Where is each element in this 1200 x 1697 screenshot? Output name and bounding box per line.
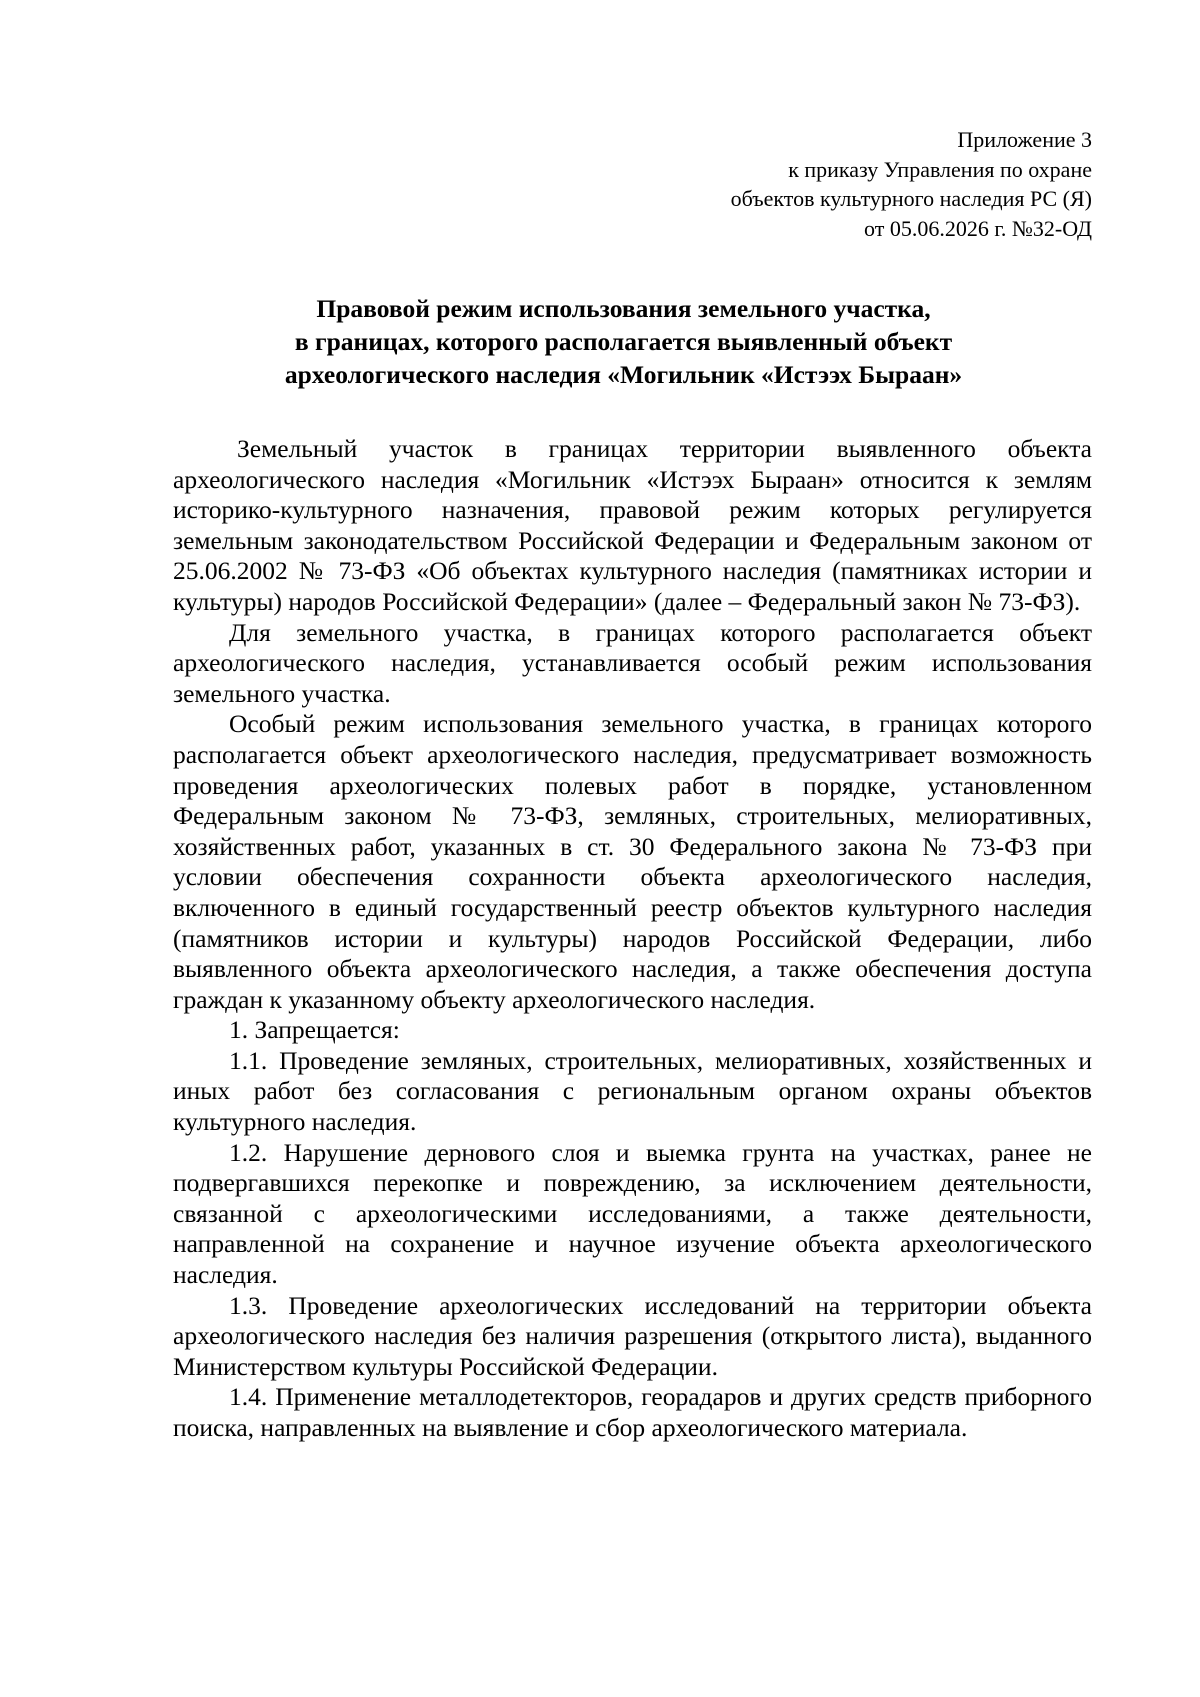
title-line-3: археологического наследия «Могильник «Истээх Быраан» [284, 360, 963, 389]
title-line-1: Правовой режим использования земельного участка, [316, 294, 931, 323]
paragraph-item-1-2: 1.2. Нарушение дернового слоя и выемка грунта на участках, ранее не подвергавшихся перекопке и повреждению, за исключением деятельности, связанной с археологическими исследованиями, а также деятельности, направленной на сохранение и научное изучение объекта археологического наследия. [173, 1137, 1092, 1290]
title-line-2: в границах, которого располагается выявленный объект [294, 327, 953, 356]
paragraph-regime-details: Особый режим использования земельного участка, в границах которого располагается объект археологического наследия, предусматривает возможность проведения археологических полевых работ в порядке, установленном Федеральным законом № 73-ФЗ, земляных, строительных, мелиоративных, хозяйственных работ, указанных в ст. 30 Федерального закона № 73-ФЗ при условии обеспечения сохранности объекта археологического наследия, включенного в единый государственный реестр объектов культурного наследия (памятников истории и культуры) народов Российской Федерации, либо выявленного объекта археологического наследия, а также обеспечения доступа граждан к указанному объекту археологического наследия. [173, 709, 1092, 1014]
paragraph-land-category: Земельный участок в границах территории выявленного объекта археологического наследия «Могильник «Истээх Быраан» относится к землям историко-культурного назначения, правовой режим которых регулируется земельным законодательством Российской Федерации и Федеральным законом от 25.06.2002 № 73-ФЗ «Об объектах культурного наследия (памятниках истории и культуры) народов Российской Федерации» (далее – Федеральный закон № 73-ФЗ). [173, 434, 1092, 616]
appendix-order-date: от 05.06.2026 г. №32-ОД [864, 215, 1092, 241]
appendix-organization: объектов культурного наследия РС (Я) [730, 186, 1092, 211]
appendix-order-ref: к приказу Управления по охране [788, 156, 1092, 182]
document-body [173, 434, 1092, 1444]
paragraph-special-regime: Для земельного участка, в границах которого располагается объект археологического наследия, устанавливается особый режим использования земельного участка. [173, 617, 1092, 708]
paragraph-prohibited-heading: 1. Запрещается: [229, 1015, 400, 1045]
appendix-number: Приложение 3 [957, 127, 1092, 152]
paragraph-item-1-4: 1.4. Применение металлодетекторов, георадаров и других средств приборного поиска, направленных на выявление и сбор археологического материала. [173, 1382, 1092, 1442]
appendix-block [173, 125, 1092, 243]
document-title [173, 292, 1092, 391]
paragraph-item-1-3: 1.3. Проведение археологических исследований на территории объекта археологического наследия без наличия разрешения (открытого листа), выданного Министерством культуры Российской Федерации. [173, 1290, 1092, 1381]
paragraph-item-1-1: 1.1. Проведение земляных, строительных, мелиоративных, хозяйственных и иных работ без согласования с региональным органом охраны объектов культурного наследия. [173, 1045, 1092, 1137]
